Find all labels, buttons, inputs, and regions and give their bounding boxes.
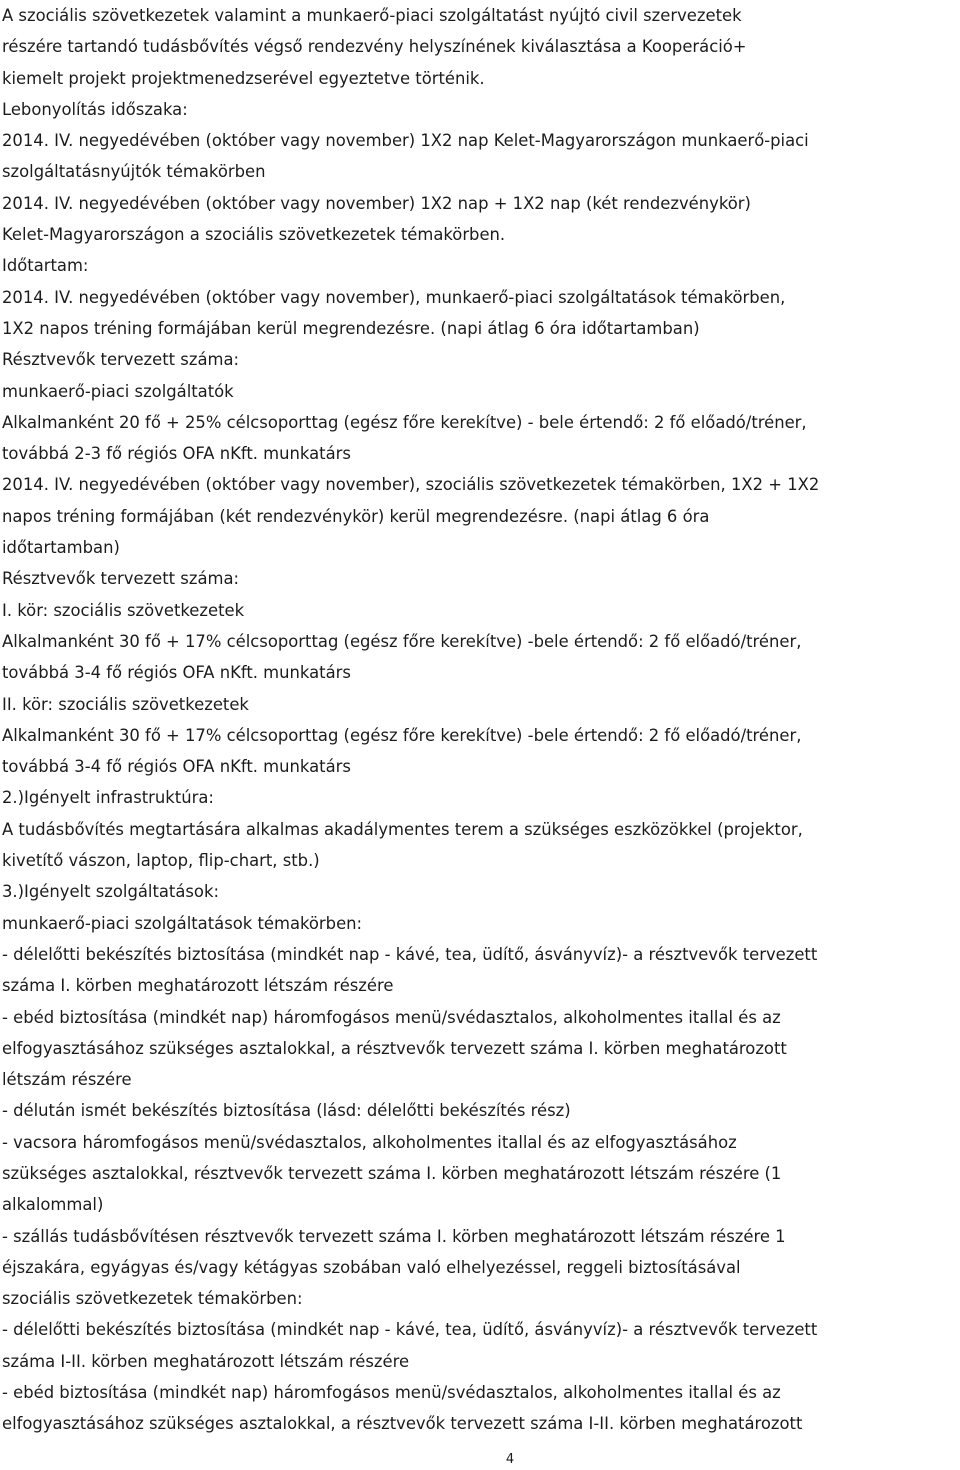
text-line: - ebéd biztosítása (mindkét nap) háromfogásos menü/svédasztalos, alkoholmentes itallal és az: [2, 1383, 781, 1403]
text-line: alkalommal): [2, 1195, 104, 1215]
text-line: részére tartandó tudásbővítés végső rendezvény helyszínének kiválasztása a Kooperáció+: [2, 37, 747, 57]
text-line: napos tréning formájában (két rendezvénykör) kerül megrendezésre. (napi átlag 6 óra: [2, 506, 710, 526]
text-line: A szociális szövetkezetek valamint a munkaerő-piaci szolgáltatást nyújtó civil szervezetek: [2, 6, 742, 25]
text-line: szociális szövetkezetek témakörben:: [2, 1289, 303, 1309]
text-line: elfogyasztásához szükséges asztalokkal, a résztvevők tervezett száma I-II. körben meghatározott: [2, 1414, 803, 1434]
text-line: kiemelt projekt projektmenedzserével egyeztetve történik.: [2, 68, 485, 88]
text-line: Alkalmanként 30 fő + 17% célcsoporttag (egész főre kerekítve) -bele értendő: 2 fő előadó/tréner,: [2, 631, 802, 651]
text-line: Lebonyolítás időszaka:: [2, 99, 188, 119]
text-line: - ebéd biztosítása (mindkét nap) háromfogásos menü/svédasztalos, alkoholmentes itallal és az: [2, 1007, 781, 1027]
text-line: 2014. IV. negyedévében (október vagy november) 1X2 nap Kelet-Magyarországon munkaerő-piaci: [2, 131, 809, 151]
text-line: szükséges asztalokkal, résztvevők tervezett száma I. körben meghatározott létszám részére (1: [2, 1163, 782, 1183]
text-line: továbbá 3-4 fő régiós OFA nKft. munkatárs: [2, 663, 351, 683]
text-line: munkaerő-piaci szolgáltatások témakörben:: [2, 913, 363, 933]
text-line: elfogyasztásához szükséges asztalokkal, a résztvevők tervezett száma I. körben meghatározott: [2, 1038, 787, 1058]
text-line: továbbá 2-3 fő régiós OFA nKft. munkatárs: [2, 444, 351, 464]
text-line: 3.)Igényelt szolgáltatások:: [2, 882, 219, 902]
text-line: munkaerő-piaci szolgáltatók: [2, 381, 234, 401]
text-line: I. kör: szociális szövetkezetek: [2, 600, 245, 620]
text-line: Résztvevők tervezett száma:: [2, 350, 240, 370]
text-line: Résztvevők tervezett száma:: [2, 569, 240, 589]
page-number: 4: [505, 1452, 515, 1467]
text-line: száma I. körben meghatározott létszám részére: [2, 976, 394, 996]
text-line: kivetítő vászon, laptop, flip-chart, stb.): [2, 851, 320, 871]
text-line: 2.)Igényelt infrastruktúra:: [2, 788, 214, 808]
text-line: Kelet-Magyarországon a szociális szövetkezetek témakörben.: [2, 225, 506, 245]
text-line: továbbá 3-4 fő régiós OFA nKft. munkatárs: [2, 757, 351, 777]
text-line: 2014. IV. negyedévében (október vagy november), szociális szövetkezetek témakörben, 1X2 + 1X2: [2, 475, 820, 495]
text-line: - délelőtti bekészítés biztosítása (mindkét nap - kávé, tea, üdítő, ásványvíz)- a résztvevők tervezett: [2, 944, 818, 964]
document-body: [2, 0, 958, 1440]
text-line: - délelőtti bekészítés biztosítása (mindkét nap - kávé, tea, üdítő, ásványvíz)- a résztvevők tervezett: [2, 1320, 818, 1340]
text-line: - szállás tudásbővítésen résztvevők tervezett száma I. körben meghatározott létszám részére 1: [2, 1226, 786, 1246]
text-line: - vacsora háromfogásos menü/svédasztalos, alkoholmentes itallal és az elfogyasztásához: [2, 1132, 737, 1152]
text-line: létszám részére: [2, 1070, 132, 1090]
text-line: Alkalmanként 20 fő + 25% célcsoporttag (egész főre kerekítve) - bele értendő: 2 fő előadó/tréner,: [2, 412, 807, 432]
text-line: szolgáltatásnyújtók témakörben: [2, 162, 266, 182]
text-line: Időtartam:: [2, 256, 89, 276]
text-line: időtartamban): [2, 538, 120, 558]
text-line: A tudásbővítés megtartására alkalmas akadálymentes terem a szükséges eszközökkel (projektor,: [2, 819, 803, 839]
text-line: Alkalmanként 30 fő + 17% célcsoporttag (egész főre kerekítve) -bele értendő: 2 fő előadó/tréner,: [2, 725, 802, 745]
text-line: - délután ismét bekészítés biztosítása (lásd: délelőtti bekészítés rész): [2, 1101, 571, 1121]
text-line: száma I-II. körben meghatározott létszám részére: [2, 1351, 410, 1371]
text-line: 2014. IV. negyedévében (október vagy november) 1X2 nap + 1X2 nap (két rendezvénykör): [2, 193, 751, 213]
text-line: éjszakára, egyágyas és/vagy kétágyas szobában való elhelyezéssel, reggeli biztosításával: [2, 1257, 741, 1277]
text-line: 2014. IV. negyedévében (október vagy november), munkaerő-piaci szolgáltatások témakörben,: [2, 287, 786, 307]
text-line: II. kör: szociális szövetkezetek: [2, 694, 249, 714]
text-line: 1X2 napos tréning formájában kerül megrendezésre. (napi átlag 6 óra időtartamban): [2, 318, 700, 338]
